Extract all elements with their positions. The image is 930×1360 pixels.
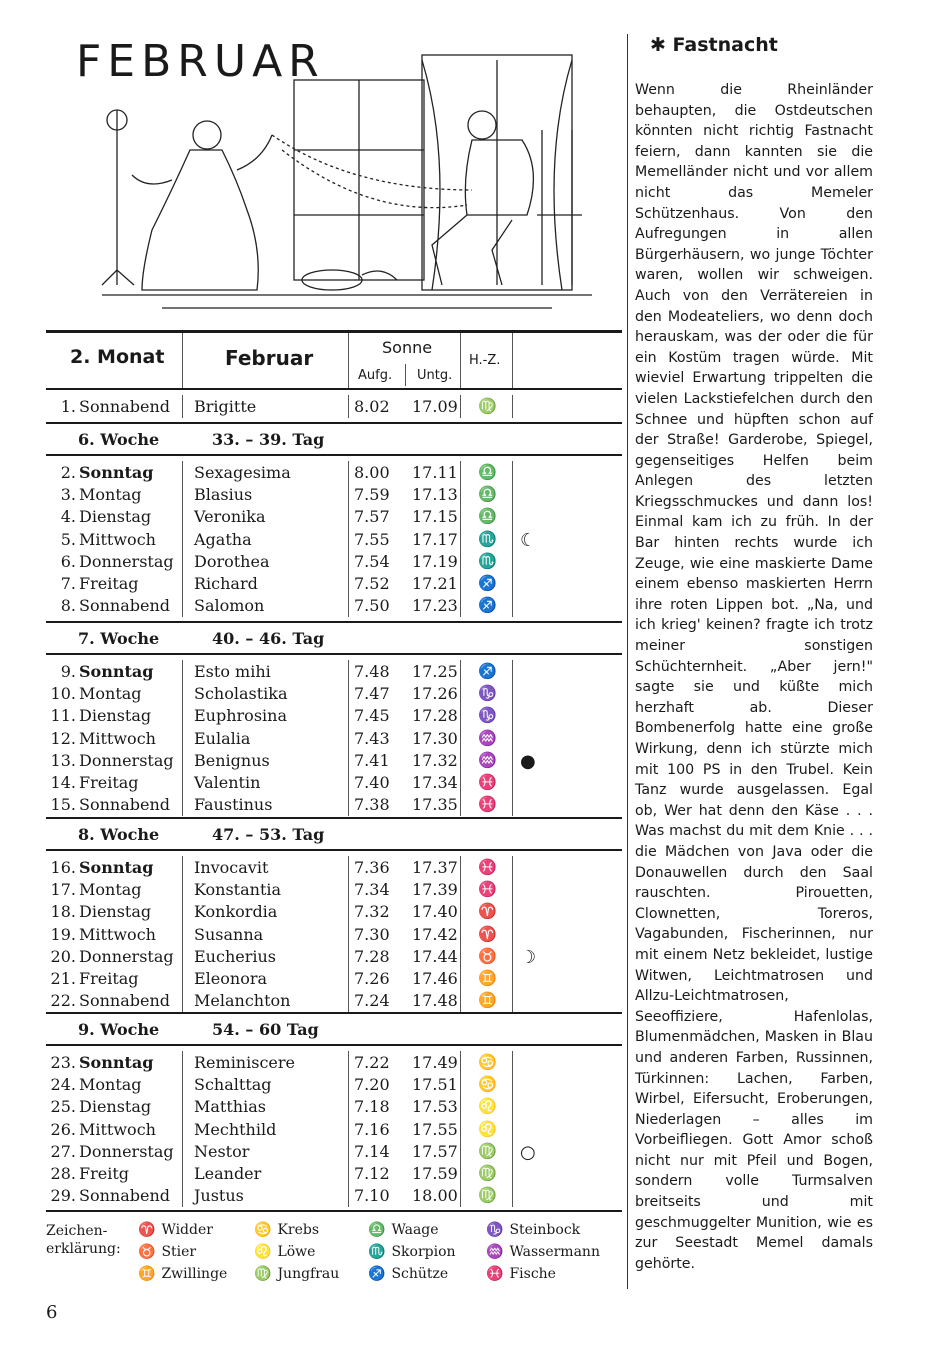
sidebar-text: Wenn die Rheinländer behaupten, die Ostdeutschen könnten nicht richtig Fastnacht feiern, dann kannten sie die Memelländer nicht und vor allem nicht das Memeler Schützenhaus. Von den Aufregungen in allen Bürgerhäusern, wo junge Töchter waren, wollen wir schweigen. Auch von den Verrätereien in den Modeateliers, wo denn doch herauskam, was der oder die für ein Kostüm tragen würde. Mit wieviel Erwartung trippelten die vielen Lackstiefelchen durch den Schnee und hüpften schon auf der Straße! Garderobe, Spiegel, gegenseitiges Helfen beim Anlegen des letzten Kriegsschmuckes und dann los! Einmal kam ich zu früh. In der Bar hinten rechts wurde ich Zeuge, wie eine maskierte Dame einem ebenso maskierten Herrn ihre roten Lippen bot. „Na, und ich krieg' keinen? fragte ich trotz meiner sonstigen Schüchternheit. „Aber jern!" sagte sie und küßte mich herzhaft ab. Dieser Bombenerfolg hatte eine große Wirkung, denn ich stürzte mich mit 100 PS in den Trubel. Kein Tanz wurde ausgelassen. Egal ob, Wer hat denn den Käse . . . Was machst du mit dem Knie . . . die Mädchen von Java oder die Donauwellen durch den Saal rauschten. Pirouetten, Clownetten, Toreros, Vagabunden, Fischerinnen, nur mit einem Netz bekleidet, lustige Witwen, Leichtmatrosen und Allzu-Leichtmatrosen, Seeoffiziere, Hafenlolas, Blumenmädchen, Masken in Blau und anderen Farben, Russinnen, Türkinnen: Lachen, Farben, Wirbel, Eifersucht, Eroberungen, Niederlagen – alles im Vorbeifliegen. Gott Amor schoß nicht nur mit Pfeil und Bogen, sondern volle Turmsalven breitseits und mit geschmuggelter Munition, wie es zur Seestadt Memel damals gehörte. (635, 82, 873, 1272)
table-row (46, 706, 622, 728)
cell-day: Sonnabend (79, 991, 170, 1011)
cell-set: 17.57 (412, 1141, 458, 1161)
cell-sign: ♒ (478, 750, 497, 769)
cell-sign: ♓ (478, 858, 497, 876)
col-name-header: Februar (225, 346, 314, 370)
legend-label: Löwe (277, 1244, 316, 1260)
cell-num: 27. (50, 1141, 76, 1161)
cell-day: Dienstag (79, 507, 152, 527)
cell-num: 23. (50, 1053, 76, 1072)
table-row (46, 751, 622, 773)
cell-day: Sonntag (79, 463, 154, 482)
cell-day: Mittwoch (79, 529, 156, 549)
zodiac-icon: ♋ (254, 1222, 272, 1238)
cell-name: Sexagesima (194, 463, 291, 482)
cell-rise: 7.57 (354, 507, 390, 527)
table-row (46, 1075, 622, 1097)
cell-set: 17.28 (412, 706, 458, 726)
section-rule (46, 1210, 622, 1212)
zodiac-legend (46, 1220, 622, 1290)
cell-day: Donnerstag (79, 750, 174, 770)
cell-moon: ☾ (520, 529, 537, 551)
cell-num: 15. (50, 795, 76, 815)
illustration-sketch (72, 40, 620, 330)
cell-name: Mechthild (194, 1119, 277, 1139)
section-rule (46, 653, 622, 655)
cell-name: Invocavit (194, 858, 269, 877)
cell-day: Montag (79, 880, 142, 900)
zodiac-icon: ♊ (138, 1266, 156, 1282)
week-label: 7. Woche (78, 629, 160, 648)
column-separator (627, 34, 628, 1289)
month-title: FEBRUAR (76, 36, 325, 87)
table-row (46, 1186, 622, 1208)
table-row (46, 902, 622, 924)
cell-rise: 7.20 (354, 1075, 390, 1095)
legend-label: Steinbock (509, 1222, 581, 1238)
table-row (46, 662, 622, 684)
cell-day: Sonnabend (79, 1186, 170, 1206)
cell-set: 17.55 (412, 1119, 458, 1139)
cell-name: Konkordia (194, 902, 278, 922)
cell-rise: 7.22 (354, 1053, 390, 1072)
cell-rise: 7.24 (354, 991, 390, 1011)
cell-sign: ♍ (478, 397, 497, 415)
cell-num: 3. (60, 485, 76, 505)
cell-num: 9. (60, 662, 76, 681)
cell-day: Freitag (79, 773, 139, 792)
cell-num: 7. (60, 574, 76, 593)
cell-name: Eleonora (194, 969, 268, 988)
cell-day: Montag (79, 1075, 142, 1095)
cell-sign: ♍ (478, 1186, 497, 1205)
cell-rise: 7.12 (354, 1164, 390, 1183)
cell-num: 2. (60, 463, 76, 482)
week-label: 8. Woche (78, 825, 160, 844)
cell-day: Freitag (79, 969, 139, 988)
cell-sign: ♎ (478, 463, 497, 481)
cell-rise: 7.16 (354, 1119, 390, 1139)
cell-day: Montag (79, 684, 142, 704)
cell-num: 8. (60, 596, 76, 616)
cell-day: Sonnabend (79, 795, 170, 815)
cell-rise: 7.41 (354, 750, 390, 770)
section-rule (46, 817, 622, 819)
legend-label: Waage (391, 1222, 439, 1238)
cell-sign: ♈ (478, 902, 497, 921)
col-month-header: 2. Monat (70, 346, 165, 368)
cell-num: 21. (50, 969, 76, 988)
cell-num: 4. (60, 507, 76, 527)
legend-label: Jungfrau (277, 1266, 340, 1282)
cell-day: Dienstag (79, 1097, 152, 1117)
cell-sign: ♒ (478, 728, 497, 747)
legend-item (138, 1266, 227, 1282)
cell-day: Sonntag (79, 1053, 154, 1072)
table-row (46, 552, 622, 574)
cell-sign: ♐ (478, 574, 497, 592)
cell-set: 17.46 (412, 969, 458, 988)
cell-num: 20. (50, 946, 76, 966)
table-row (46, 1120, 622, 1142)
legend-item (368, 1266, 448, 1282)
cell-name: Dorothea (194, 551, 270, 571)
cell-set: 17.48 (412, 991, 458, 1011)
col-zodiac-header: H.-Z. (469, 353, 501, 368)
zodiac-icon: ♈ (138, 1222, 156, 1238)
cell-sign: ♎ (478, 485, 497, 504)
sidebar-title: ✱ Fastnacht (650, 34, 778, 56)
cell-name: Richard (194, 574, 258, 593)
section-rule (46, 621, 622, 623)
cell-rise: 7.45 (354, 706, 390, 726)
zodiac-icon: ♓ (486, 1266, 504, 1282)
cell-name: Konstantia (194, 880, 282, 900)
cell-name: Scholastika (194, 684, 288, 704)
cell-rise: 8.00 (354, 463, 390, 482)
cell-rise: 7.30 (354, 924, 390, 944)
cell-name: Eucherius (194, 946, 276, 966)
cell-set: 17.19 (412, 551, 458, 571)
legend-label: Fische (509, 1266, 556, 1282)
table-row (46, 729, 622, 751)
table-row (46, 1142, 622, 1164)
cell-sign: ♏ (478, 551, 497, 570)
zodiac-icon: ♌ (254, 1244, 272, 1260)
cell-rise: 7.43 (354, 728, 390, 748)
cell-rise: 7.40 (354, 773, 390, 792)
col-rise-header: Aufg. (358, 368, 393, 383)
cell-set: 17.51 (412, 1075, 458, 1095)
cell-name: Brigitte (194, 397, 257, 416)
cell-sign: ♍ (478, 1141, 497, 1160)
cell-day: Mittwoch (79, 1119, 156, 1139)
legend-label: Krebs (277, 1222, 320, 1238)
cell-moon: ○ (520, 1141, 536, 1163)
cell-day: Donnerstag (79, 946, 174, 966)
cell-name: Veronika (194, 507, 266, 527)
table-row (46, 596, 622, 618)
cell-day: Dienstag (79, 706, 152, 726)
legend-item (138, 1222, 213, 1238)
cell-day: Freitg (79, 1164, 130, 1183)
legend-item (254, 1244, 315, 1260)
zodiac-icon: ♍ (254, 1266, 272, 1282)
cell-name: Euphrosina (194, 706, 287, 726)
cell-set: 17.59 (412, 1164, 458, 1183)
section-rule (46, 422, 622, 424)
cell-name: Reminiscere (194, 1053, 295, 1072)
cell-num: 28. (50, 1164, 76, 1183)
cell-num: 10. (50, 684, 76, 704)
cell-name: Matthias (194, 1097, 266, 1117)
cell-rise: 7.34 (354, 880, 390, 900)
legend-label: Widder (161, 1222, 213, 1238)
section-rule (46, 1012, 622, 1014)
cell-num: 17. (50, 880, 76, 900)
cell-name: Esto mihi (194, 662, 271, 681)
week-label: 6. Woche (78, 430, 160, 449)
cell-rise: 7.47 (354, 684, 390, 704)
cell-sign: ♐ (478, 662, 497, 680)
cell-moon: ☽ (520, 946, 537, 968)
cell-set: 17.37 (412, 858, 458, 877)
legend-item (254, 1222, 319, 1238)
cell-set: 17.25 (412, 662, 458, 681)
cell-set: 17.23 (412, 596, 458, 616)
week-range: 40. – 46. Tag (212, 629, 325, 648)
cell-set: 18.00 (412, 1186, 458, 1206)
cell-rise: 7.14 (354, 1141, 390, 1161)
legend-item (486, 1222, 580, 1238)
col-sun-header: Sonne (382, 338, 433, 357)
cell-set: 17.34 (412, 773, 458, 792)
cell-day: Sonntag (79, 662, 154, 681)
week-range: 33. – 39. Tag (212, 430, 325, 449)
cell-num: 14. (50, 773, 76, 792)
cell-num: 5. (60, 529, 76, 549)
cell-set: 17.32 (412, 750, 458, 770)
legend-item (486, 1266, 556, 1282)
cell-set: 17.30 (412, 728, 458, 748)
cell-day: Donnerstag (79, 1141, 174, 1161)
cell-day: Freitag (79, 574, 139, 593)
cell-moon: ● (520, 750, 536, 772)
legend-label: Schütze (391, 1266, 449, 1282)
cell-num: 1. (60, 397, 76, 416)
table-row (46, 574, 622, 596)
table-row (46, 684, 622, 706)
cell-sign: ♉ (478, 946, 497, 965)
table-row (46, 880, 622, 902)
cell-rise: 7.48 (354, 662, 390, 681)
zodiac-icon: ♎ (368, 1222, 386, 1238)
week-range: 47. – 53. Tag (212, 825, 325, 844)
cell-num: 29. (50, 1186, 76, 1206)
cell-day: Sonnabend (79, 596, 170, 616)
cell-name: Nestor (194, 1141, 250, 1161)
cell-rise: 7.28 (354, 946, 390, 966)
section-rule (46, 849, 622, 851)
cell-name: Leander (194, 1164, 262, 1183)
cell-num: 25. (50, 1097, 76, 1117)
table-row (46, 1097, 622, 1119)
cell-num: 11. (50, 706, 76, 726)
table-row (46, 947, 622, 969)
cell-sign: ♍ (478, 1164, 497, 1182)
table-row (46, 485, 622, 507)
zodiac-icon: ♉ (138, 1244, 156, 1260)
cell-rise: 7.10 (354, 1186, 390, 1206)
cell-rise: 7.55 (354, 529, 390, 549)
zodiac-icon: ♑ (486, 1222, 504, 1238)
cell-rise: 7.26 (354, 969, 390, 988)
cell-sign: ♊ (478, 991, 497, 1010)
cell-num: 24. (50, 1075, 76, 1095)
table-row (46, 507, 622, 529)
section-rule (46, 1044, 622, 1046)
cell-sign: ♊ (478, 969, 497, 987)
week-range: 54. – 60 Tag (212, 1020, 319, 1039)
legend-title: Zeichen- erklärung: (46, 1223, 121, 1257)
legend-item (368, 1222, 439, 1238)
cell-rise: 7.18 (354, 1097, 390, 1117)
cell-set: 17.26 (412, 684, 458, 704)
cell-name: Blasius (194, 485, 253, 505)
cell-rise: 7.52 (354, 574, 390, 593)
legend-label: Zwillinge (161, 1266, 228, 1282)
cell-num: 19. (50, 924, 76, 944)
cell-set: 17.39 (412, 880, 458, 900)
cell-day: Montag (79, 485, 142, 505)
legend-label: Wassermann (509, 1244, 600, 1260)
cell-name: Schalttag (194, 1075, 272, 1095)
cell-set: 17.09 (412, 397, 458, 416)
cell-name: Benignus (194, 750, 270, 770)
zodiac-icon: ♐ (368, 1266, 386, 1282)
cell-set: 17.21 (412, 574, 458, 593)
cell-set: 17.44 (412, 946, 458, 966)
cell-sign: ♌ (478, 1119, 497, 1138)
cell-sign: ♓ (478, 880, 497, 899)
cell-sign: ♋ (478, 1053, 497, 1071)
legend-item (138, 1244, 196, 1260)
legend-item (368, 1244, 456, 1260)
cell-num: 13. (50, 750, 76, 770)
cell-num: 16. (50, 858, 76, 877)
cell-num: 22. (50, 991, 76, 1011)
cell-sign: ♓ (478, 795, 497, 814)
table-row (46, 773, 622, 795)
cell-rise: 7.38 (354, 795, 390, 815)
cell-name: Faustinus (194, 795, 273, 815)
cell-day: Mittwoch (79, 924, 156, 944)
cell-set: 17.53 (412, 1097, 458, 1117)
table-row (46, 991, 622, 1013)
table-row (46, 397, 622, 419)
cell-sign: ♏ (478, 529, 497, 548)
cell-day: Donnerstag (79, 551, 174, 571)
cell-sign: ♓ (478, 773, 497, 791)
cell-rise: 7.36 (354, 858, 390, 877)
cell-sign: ♌ (478, 1097, 497, 1116)
cell-name: Melanchton (194, 991, 291, 1011)
cell-sign: ♋ (478, 1075, 497, 1094)
zodiac-icon: ♒ (486, 1244, 504, 1260)
cell-num: 18. (50, 902, 76, 922)
section-rule (46, 454, 622, 456)
legend-item (486, 1244, 600, 1260)
cell-num: 26. (50, 1119, 76, 1139)
cell-day: Mittwoch (79, 728, 156, 748)
cell-sign: ♐ (478, 596, 497, 615)
cell-set: 17.35 (412, 795, 458, 815)
cell-name: Agatha (194, 529, 252, 549)
cell-name: Justus (194, 1186, 244, 1206)
cell-day: Dienstag (79, 902, 152, 922)
table-row (46, 1053, 622, 1075)
cell-name: Salomon (194, 596, 265, 616)
cell-set: 17.11 (412, 463, 458, 482)
legend-label: Stier (161, 1244, 197, 1260)
cell-sign: ♑ (478, 706, 497, 725)
cell-sign: ♑ (478, 684, 497, 703)
header-bottom-rule (46, 388, 622, 390)
zodiac-icon: ♏ (368, 1244, 386, 1260)
cell-rise: 7.54 (354, 551, 390, 571)
table-row (46, 795, 622, 817)
cell-set: 17.42 (412, 924, 458, 944)
cell-num: 6. (60, 551, 76, 571)
week-label: 9. Woche (78, 1020, 160, 1039)
cell-name: Eulalia (194, 728, 251, 748)
table-row (46, 1164, 622, 1186)
cell-sign: ♈ (478, 924, 497, 943)
legend-item (254, 1266, 339, 1282)
table-row (46, 925, 622, 947)
cell-day: Sonnabend (79, 397, 170, 416)
cell-rise: 7.32 (354, 902, 390, 922)
cell-num: 12. (50, 728, 76, 748)
table-row (46, 969, 622, 991)
cell-set: 17.40 (412, 902, 458, 922)
cell-rise: 7.59 (354, 485, 390, 505)
table-row (46, 530, 622, 552)
col-set-header: Untg. (417, 368, 453, 383)
cell-set: 17.15 (412, 507, 458, 527)
cell-name: Valentin (194, 773, 261, 792)
page-number: 6 (46, 1302, 58, 1323)
cell-set: 17.17 (412, 529, 458, 549)
cell-set: 17.13 (412, 485, 458, 505)
table-row (46, 858, 622, 880)
cell-name: Susanna (194, 924, 264, 944)
cell-day: Sonntag (79, 858, 154, 877)
cell-rise: 7.50 (354, 596, 390, 616)
header-top-rule (46, 330, 622, 333)
legend-label: Skorpion (391, 1244, 456, 1260)
cell-set: 17.49 (412, 1053, 458, 1072)
table-row (46, 463, 622, 485)
cell-rise: 8.02 (354, 397, 390, 416)
cell-sign: ♎ (478, 507, 497, 526)
